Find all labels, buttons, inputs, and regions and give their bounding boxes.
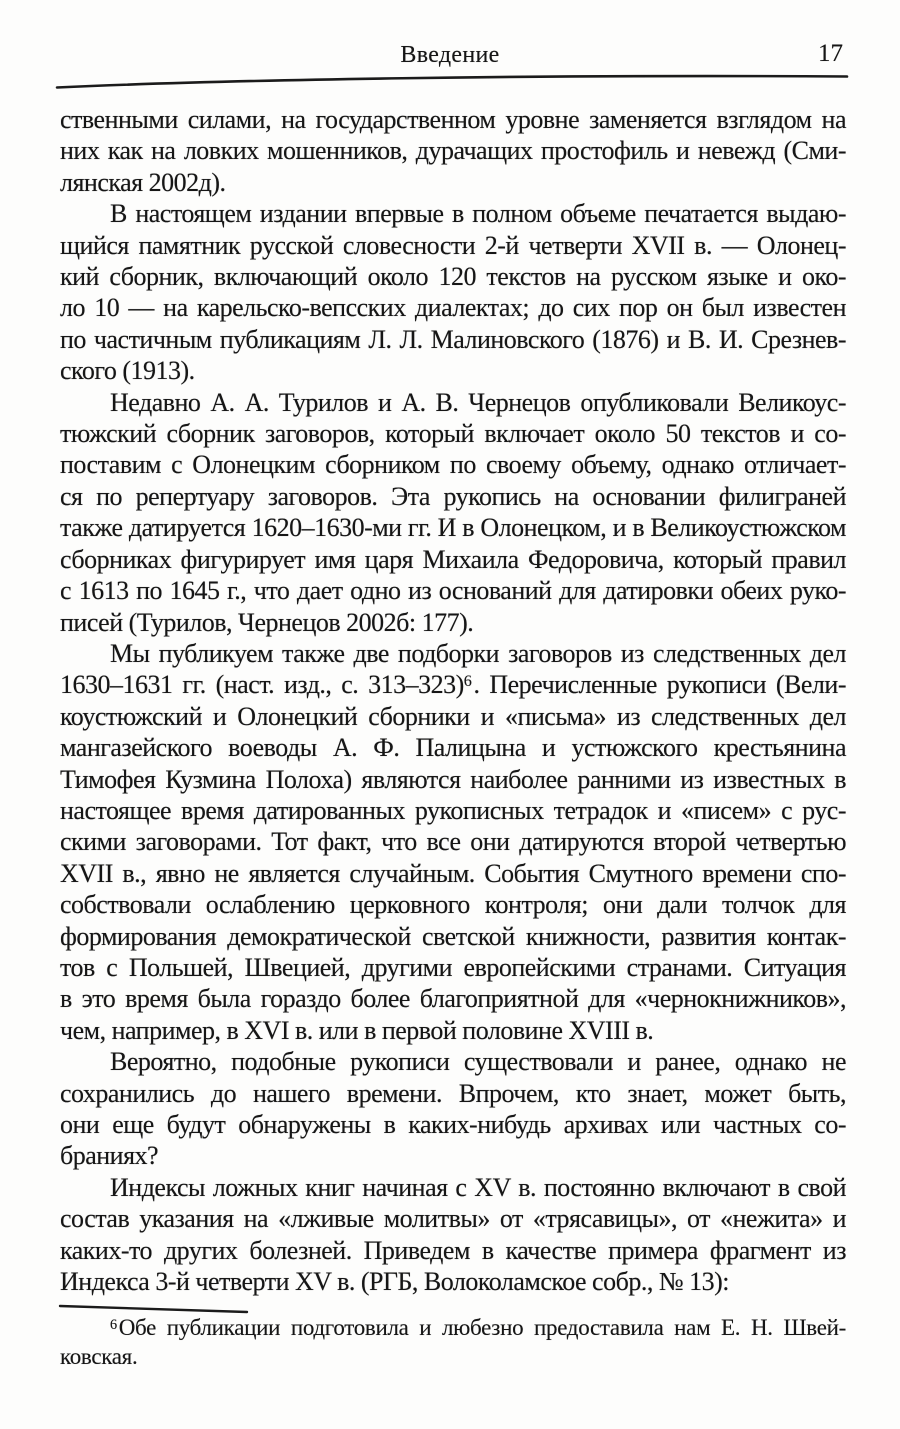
header-rule <box>0 70 900 94</box>
text-line: сохранились до нашего времени. Впрочем, кто знает, может быть, <box>60 1078 846 1108</box>
text-line: ственными силами, на государственном уровне заменяется взглядом на <box>60 105 846 134</box>
page-number: 17 <box>818 40 843 67</box>
text-line: коустюжский и Олонецкий сборники и «письма» из следственных дел <box>60 701 846 731</box>
chapter-title: Введение <box>400 42 500 68</box>
paragraph <box>60 198 846 386</box>
text-line: тов с Польшей, Швецией, другими европейскими странами. Ситуация <box>60 952 846 982</box>
text-line: также датируется 1620–1630-ми гг. И в Олонецком, и в Великоустюжском <box>60 513 846 543</box>
text-line: сборниках фигурирует имя царя Михаила Федоровича, который правил <box>60 544 846 574</box>
text-line: скими заговорами. Тот факт, что все они датируются второй четвертью <box>60 827 846 857</box>
text-line: браниях? <box>60 1141 159 1171</box>
text-line: с 1613 по 1645 г., что дает одно из оснований для датировки обеих руко- <box>60 576 846 606</box>
text-line: настоящее время датированных рукописных тетрадок и «писем» с рус- <box>60 795 846 825</box>
text-line: щийся памятник русской словесности 2-й четверти XVII в. — Олонец- <box>60 230 846 260</box>
text-line: XVII в., явно не является случайным. События Смутного времени спо- <box>60 858 846 888</box>
text-line: Недавно А. А. Турилов и А. В. Чернецов опубликовали Великоус- <box>110 387 846 417</box>
text-line: ского (1913). <box>60 356 195 386</box>
text-line: они еще будут обнаружены в каких-нибудь архивах или частных со- <box>60 1110 846 1139</box>
text-line: по частичным публикациям Л. Л. Малиновского (1876) и В. И. Срезнев- <box>60 324 846 354</box>
footnote <box>60 1314 846 1371</box>
text-line: состав указания на «лживые молитвы» от «трясавицы», от «нежита» и <box>60 1204 846 1234</box>
body-text <box>60 104 846 1297</box>
footnote-paragraph <box>60 1314 846 1371</box>
text-line: собствовали ослаблению церковного контроля; они дали толчок для <box>60 890 846 920</box>
text-line: Мы публикуем также две подборки заговоров из следственных дел <box>110 638 846 668</box>
text-line: писей (Турилов, Чернецов 2002б: 177). <box>60 607 474 637</box>
text-line: чем, например, в XVI в. или в первой половине XVIII в. <box>60 1015 654 1045</box>
text-line: мангазейского воеводы А. Ф. Палицына и устюжского крестьянина <box>60 733 846 763</box>
paragraph <box>60 387 846 638</box>
running-head <box>0 0 900 70</box>
text-line: ся по репертуару заговоров. Эта рукопись на основании филиграней <box>60 481 846 511</box>
text-line: кий сборник, включающий около 120 текстов на русском языке и око- <box>60 262 846 292</box>
paragraph <box>60 638 846 1046</box>
paragraph <box>60 1172 846 1298</box>
text-line: ковская. <box>60 1343 138 1369</box>
text-line: них как на ловких мошенников, дурачащих простофиль и невежд (Сми- <box>60 136 846 166</box>
text-line: тюжский сборник заговоров, который включает около 50 текстов и со- <box>60 419 846 449</box>
text-line: в это время была гораздо более благоприятной для «чернокнижников», <box>60 984 846 1014</box>
text-line: Индексы ложных книг начиная с XV в. постоянно включают в свой <box>110 1172 846 1202</box>
text-line: каких-то других болезней. Приведем в качестве примера фрагмент из <box>60 1235 846 1265</box>
paragraph <box>60 104 846 198</box>
text-line: формирования демократической светской книжности, развития контак- <box>60 921 846 951</box>
text-line: $^6$ Обе публикации подготовила и любезно предоставила нам Е. Н. Швей- <box>110 1315 846 1340</box>
paragraph <box>60 1046 846 1172</box>
text-line: Индекса 3-й четверти XV в. (РГБ, Волоколамское собр., № 13): <box>60 1267 730 1297</box>
text-line: ло 10 — на карельско-вепсских диалектах; до сих пор он был известен <box>60 293 846 323</box>
text-line: В настоящем издании впервые в полном объеме печатается выдаю- <box>110 199 846 229</box>
text-line: Тимофея Кузмина Полоха) являются наиболее ранними из известных в <box>60 764 846 794</box>
text-line: лянская 2002д). <box>60 167 226 197</box>
text-line: Вероятно, подобные рукописи существовали и ранее, однако не <box>110 1047 846 1077</box>
text-line: поставим с Олонецким сборником по своему объему, однако отличает- <box>60 450 846 480</box>
text-line: 1630–1631 гг. (наст. изд., с. 313–323)$^6$ . Перечисленные рукописи (Вели- <box>60 670 846 700</box>
